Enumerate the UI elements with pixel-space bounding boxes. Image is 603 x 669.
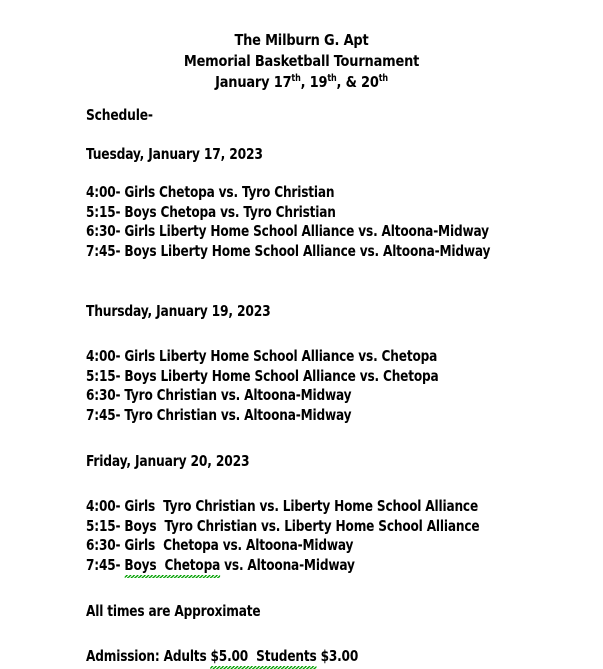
game-row-spellchecked: [86, 556, 541, 576]
game-row: 4:00- Girls Tyro Christian vs. Liberty Home School Alliance: [86, 497, 479, 516]
game-row: 7:45- Boys Liberty Home School Alliance vs. Altoona-Midway: [86, 241, 491, 260]
game-row: 4:00- Girls Chetopa vs. Tyro Christian: [86, 183, 335, 202]
spacer: [86, 164, 591, 183]
spacer: [86, 426, 591, 452]
admission-suffix: $3.00: [316, 647, 359, 666]
game-list-tuesday: [86, 183, 591, 261]
day-heading-tuesday: Tuesday, January 17, 2023: [86, 144, 263, 163]
game-row: 6:30- Tyro Christian vs. Altoona-Midway: [86, 386, 352, 405]
admission-prefix: Admission: Adults: [86, 647, 211, 666]
game-list-friday: [86, 497, 591, 575]
game-matchup: vs. Altoona-Midway: [220, 555, 355, 574]
schedule-label: Schedule-: [86, 106, 153, 124]
flyer-title-block: [0, 30, 603, 93]
spacer: [86, 621, 591, 647]
title-date-prefix: January 17: [215, 73, 292, 91]
schedule-body: [86, 106, 591, 667]
game-list-thursday: [86, 347, 591, 425]
title-line-2: Memorial Basketball Tournament: [183, 52, 420, 70]
game-time: 7:45-: [86, 555, 125, 574]
game-row: 7:45- Tyro Christian vs. Altoona-Midway: [86, 405, 352, 424]
admission-line: [86, 647, 541, 667]
game-row: 6:30- Girls Chetopa vs. Altoona-Midway: [86, 536, 354, 555]
title-date-mid-1: , 19: [300, 73, 328, 91]
ordinal-suffix-20: th: [378, 72, 388, 84]
game-row: 4:00- Girls Liberty Home School Alliance vs. Chetopa: [86, 347, 438, 366]
spellcheck-error-text: Boys Chetopa: [124, 555, 221, 574]
spacer: [86, 471, 591, 497]
game-row: 5:15- Boys Chetopa vs. Tyro Christian: [86, 202, 336, 221]
spacer: [86, 321, 591, 347]
game-row: 5:15- Boys Liberty Home School Alliance vs. Chetopa: [86, 366, 439, 385]
spellcheck-error-text: $5.00 Students: [210, 647, 317, 666]
spacer: [86, 126, 591, 145]
game-row: 6:30- Girls Liberty Home School Alliance vs. Altoona-Midway: [86, 222, 489, 241]
spacer: [86, 576, 591, 602]
spacer: [86, 262, 591, 302]
day-heading-thursday: Thursday, January 19, 2023: [86, 301, 271, 320]
title-line-3-dates: [21, 72, 582, 93]
title-date-mid-2: , & 20: [336, 73, 379, 91]
title-line-1: The Milburn G. Apt: [234, 31, 369, 49]
game-row: 5:15- Boys Tyro Christian vs. Liberty Home School Alliance: [86, 516, 480, 535]
ordinal-suffix-19: th: [327, 72, 337, 84]
approximate-times-note: All times are Approximate: [86, 601, 261, 620]
ordinal-suffix-17: th: [291, 72, 301, 84]
day-heading-friday: Friday, January 20, 2023: [86, 451, 250, 470]
